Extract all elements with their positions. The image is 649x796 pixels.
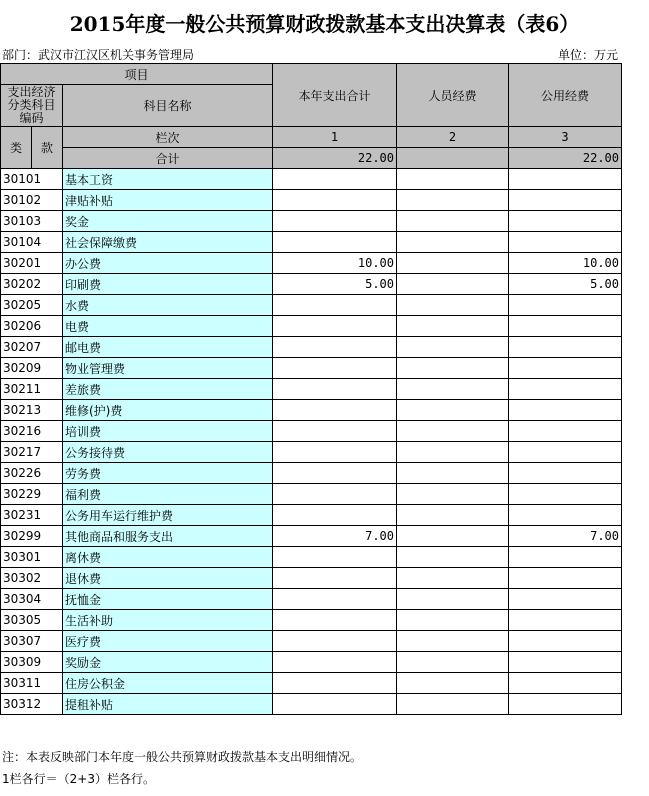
row-personnel bbox=[397, 652, 509, 673]
row-personnel bbox=[397, 274, 509, 295]
row-public: 5.00 bbox=[509, 274, 622, 295]
table-row bbox=[1, 673, 622, 694]
row-subject-name: 福利费 bbox=[63, 484, 273, 505]
row-personnel bbox=[397, 358, 509, 379]
table-row bbox=[1, 232, 622, 253]
row-subject-name: 差旅费 bbox=[63, 379, 273, 400]
row-code: 30312 bbox=[1, 694, 63, 715]
row-subject-name: 培训费 bbox=[63, 421, 273, 442]
table-row bbox=[1, 694, 622, 715]
table-row bbox=[1, 274, 622, 295]
row-subject-name: 奖金 bbox=[63, 211, 273, 232]
row-public bbox=[509, 463, 622, 484]
row-code: 30216 bbox=[1, 421, 63, 442]
sum-label: 合计 bbox=[63, 148, 273, 169]
table-row bbox=[1, 568, 622, 589]
row-public bbox=[509, 568, 622, 589]
row-personnel bbox=[397, 421, 509, 442]
header-class: 类 bbox=[1, 127, 32, 169]
row-subject-name: 公务用车运行维护费 bbox=[63, 505, 273, 526]
row-personnel bbox=[397, 169, 509, 190]
row-total bbox=[273, 169, 397, 190]
table-row bbox=[1, 421, 622, 442]
row-public bbox=[509, 631, 622, 652]
row-public bbox=[509, 610, 622, 631]
table-row bbox=[1, 526, 622, 547]
row-total bbox=[273, 316, 397, 337]
row-code: 30307 bbox=[1, 631, 63, 652]
row-subject-name: 印刷费 bbox=[63, 274, 273, 295]
row-public bbox=[509, 400, 622, 421]
row-subject-name: 维修(护)费 bbox=[63, 400, 273, 421]
table-row bbox=[1, 547, 622, 568]
table-row bbox=[1, 400, 622, 421]
row-personnel bbox=[397, 337, 509, 358]
row-subject-name: 社会保障缴费 bbox=[63, 232, 273, 253]
row-public bbox=[509, 379, 622, 400]
row-subject-name: 其他商品和服务支出 bbox=[63, 526, 273, 547]
row-total bbox=[273, 379, 397, 400]
row-total bbox=[273, 673, 397, 694]
row-code: 30229 bbox=[1, 484, 63, 505]
department-label: 部门：武汉市江汉区机关事务管理局 bbox=[2, 48, 195, 62]
row-total bbox=[273, 295, 397, 316]
row-subject-name: 基本工资 bbox=[63, 169, 273, 190]
row-total: 5.00 bbox=[273, 274, 397, 295]
row-total bbox=[273, 211, 397, 232]
table-row bbox=[1, 589, 622, 610]
row-personnel bbox=[397, 631, 509, 652]
row-code: 30213 bbox=[1, 400, 63, 421]
row-total bbox=[273, 358, 397, 379]
row-personnel bbox=[397, 505, 509, 526]
header-col-no-2: 2 bbox=[397, 127, 509, 148]
row-personnel bbox=[397, 400, 509, 421]
row-personnel bbox=[397, 253, 509, 274]
row-public: 10.00 bbox=[509, 253, 622, 274]
row-public bbox=[509, 694, 622, 715]
row-code: 30226 bbox=[1, 463, 63, 484]
table-row bbox=[1, 379, 622, 400]
row-public bbox=[509, 337, 622, 358]
row-total: 10.00 bbox=[273, 253, 397, 274]
row-public bbox=[509, 652, 622, 673]
row-code: 30305 bbox=[1, 610, 63, 631]
row-subject-name: 抚恤金 bbox=[63, 589, 273, 610]
row-subject-name: 生活补助 bbox=[63, 610, 273, 631]
row-code: 30209 bbox=[1, 358, 63, 379]
page-title: 2015年度一般公共预算财政拨款基本支出决算表（表6） bbox=[69, 12, 580, 36]
row-code: 30217 bbox=[1, 442, 63, 463]
row-total bbox=[273, 232, 397, 253]
row-total bbox=[273, 484, 397, 505]
row-code: 30211 bbox=[1, 379, 63, 400]
row-code: 30201 bbox=[1, 253, 63, 274]
row-subject-name: 劳务费 bbox=[63, 463, 273, 484]
table-row bbox=[1, 610, 622, 631]
row-public bbox=[509, 442, 622, 463]
row-total bbox=[273, 547, 397, 568]
row-total bbox=[273, 442, 397, 463]
row-total bbox=[273, 400, 397, 421]
row-public bbox=[509, 358, 622, 379]
row-personnel bbox=[397, 295, 509, 316]
row-total bbox=[273, 694, 397, 715]
row-subject-name: 奖励金 bbox=[63, 652, 273, 673]
row-personnel bbox=[397, 379, 509, 400]
row-public bbox=[509, 190, 622, 211]
table-row bbox=[1, 211, 622, 232]
header-section: 款 bbox=[32, 127, 63, 169]
row-public bbox=[509, 232, 622, 253]
row-code: 30231 bbox=[1, 505, 63, 526]
row-public bbox=[509, 589, 622, 610]
row-personnel bbox=[397, 211, 509, 232]
table-row bbox=[1, 169, 622, 190]
row-subject-name: 邮电费 bbox=[63, 337, 273, 358]
table-row bbox=[1, 463, 622, 484]
row-subject-name: 水费 bbox=[63, 295, 273, 316]
header-col-no-3: 3 bbox=[509, 127, 622, 148]
row-personnel bbox=[397, 568, 509, 589]
sum-public: 22.00 bbox=[509, 148, 622, 169]
row-public bbox=[509, 484, 622, 505]
row-personnel bbox=[397, 589, 509, 610]
row-personnel bbox=[397, 484, 509, 505]
row-subject-name: 物业管理费 bbox=[63, 358, 273, 379]
table-row bbox=[1, 253, 622, 274]
header-col-personnel: 人员经费 bbox=[397, 64, 509, 127]
sum-total: 22.00 bbox=[273, 148, 397, 169]
row-subject-name: 离休费 bbox=[63, 547, 273, 568]
row-code: 30304 bbox=[1, 589, 63, 610]
table-row bbox=[1, 295, 622, 316]
expenditure-table bbox=[0, 63, 622, 715]
row-subject-name: 医疗费 bbox=[63, 631, 273, 652]
row-total bbox=[273, 652, 397, 673]
row-subject-name: 住房公积金 bbox=[63, 673, 273, 694]
row-code: 30302 bbox=[1, 568, 63, 589]
row-subject-name: 提租补贴 bbox=[63, 694, 273, 715]
row-public bbox=[509, 421, 622, 442]
row-personnel bbox=[397, 442, 509, 463]
row-total bbox=[273, 568, 397, 589]
row-code: 30309 bbox=[1, 652, 63, 673]
header-col-no-1: 1 bbox=[273, 127, 397, 148]
row-total bbox=[273, 631, 397, 652]
row-total bbox=[273, 337, 397, 358]
row-personnel bbox=[397, 610, 509, 631]
row-public bbox=[509, 316, 622, 337]
row-public bbox=[509, 673, 622, 694]
header-lanci: 栏次 bbox=[63, 127, 273, 148]
row-code: 30311 bbox=[1, 673, 63, 694]
row-public bbox=[509, 505, 622, 526]
row-code: 30207 bbox=[1, 337, 63, 358]
row-personnel bbox=[397, 190, 509, 211]
table-row bbox=[1, 337, 622, 358]
row-subject-name: 公务接待费 bbox=[63, 442, 273, 463]
row-subject-name: 办公费 bbox=[63, 253, 273, 274]
row-code: 30103 bbox=[1, 211, 63, 232]
table-row bbox=[1, 484, 622, 505]
row-personnel bbox=[397, 463, 509, 484]
row-personnel bbox=[397, 316, 509, 337]
header-col-total: 本年支出合计 bbox=[273, 64, 397, 127]
row-code: 30301 bbox=[1, 547, 63, 568]
row-code: 30101 bbox=[1, 169, 63, 190]
table-row bbox=[1, 652, 622, 673]
table-row bbox=[1, 442, 622, 463]
header-col-public: 公用经费 bbox=[509, 64, 622, 127]
row-public bbox=[509, 295, 622, 316]
note-line-1: 注：本表反映部门本年度一般公共预算财政拨款基本支出明细情况。 bbox=[2, 750, 363, 764]
row-code: 30102 bbox=[1, 190, 63, 211]
row-personnel bbox=[397, 694, 509, 715]
row-code: 30205 bbox=[1, 295, 63, 316]
row-personnel bbox=[397, 526, 509, 547]
header-item: 项目 bbox=[1, 64, 273, 85]
note-line-2: 1栏各行＝（2+3）栏各行。 bbox=[2, 772, 155, 786]
row-total: 7.00 bbox=[273, 526, 397, 547]
table-row bbox=[1, 358, 622, 379]
table-row bbox=[1, 316, 622, 337]
row-subject-name: 退休费 bbox=[63, 568, 273, 589]
row-total bbox=[273, 505, 397, 526]
unit-label: 单位：万元 bbox=[557, 48, 618, 62]
row-personnel bbox=[397, 547, 509, 568]
row-code: 30202 bbox=[1, 274, 63, 295]
sum-personnel bbox=[397, 148, 509, 169]
row-total bbox=[273, 589, 397, 610]
row-personnel bbox=[397, 232, 509, 253]
row-code: 30104 bbox=[1, 232, 63, 253]
row-total bbox=[273, 463, 397, 484]
row-subject-name: 津贴补贴 bbox=[63, 190, 273, 211]
row-public: 7.00 bbox=[509, 526, 622, 547]
row-public bbox=[509, 169, 622, 190]
row-total bbox=[273, 421, 397, 442]
table-row bbox=[1, 631, 622, 652]
header-subject-name: 科目名称 bbox=[63, 85, 273, 127]
table-row bbox=[1, 505, 622, 526]
row-public bbox=[509, 547, 622, 568]
table-row bbox=[1, 190, 622, 211]
row-total bbox=[273, 190, 397, 211]
row-code: 30206 bbox=[1, 316, 63, 337]
header-code-group: 支出经济分类科目编码 bbox=[1, 85, 63, 127]
row-total bbox=[273, 610, 397, 631]
row-code: 30299 bbox=[1, 526, 63, 547]
row-public bbox=[509, 211, 622, 232]
row-subject-name: 电费 bbox=[63, 316, 273, 337]
row-personnel bbox=[397, 673, 509, 694]
